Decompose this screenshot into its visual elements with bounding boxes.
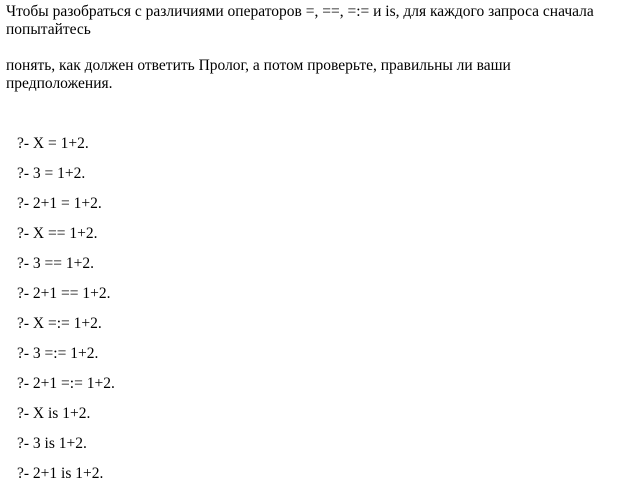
query-item: ?- 2+1 =:= 1+2. [17, 375, 115, 392]
query-item: ?- X =:= 1+2. [17, 315, 102, 332]
query-item: ?- X == 1+2. [17, 225, 98, 242]
intro-line-1: Чтобы разобраться с различиями операторов =, ==, =:= и is, для каждого запроса сначала [6, 3, 594, 20]
query-list [17, 129, 115, 489]
query-item: ?- 3 = 1+2. [17, 165, 86, 182]
intro-line-2: попытайтесь [6, 21, 91, 38]
query-item: ?- 2+1 = 1+2. [17, 195, 102, 212]
intro-paragraph-1 [6, 3, 616, 39]
query-item: ?- 3 is 1+2. [17, 435, 87, 452]
intro-paragraph-2 [6, 57, 616, 93]
query-item: ?- 2+1 == 1+2. [17, 285, 111, 302]
query-item: ?- 3 =:= 1+2. [17, 345, 99, 362]
intro-line-3: понять, как должен ответить Пролог, а потом проверьте, правильны ли ваши [6, 57, 511, 74]
query-item: ?- X = 1+2. [17, 135, 89, 152]
query-item: ?- 3 == 1+2. [17, 255, 95, 272]
query-item: ?- 2+1 is 1+2. [17, 465, 104, 482]
query-item: ?- X is 1+2. [17, 405, 91, 422]
intro-line-4: предположения. [6, 75, 113, 92]
